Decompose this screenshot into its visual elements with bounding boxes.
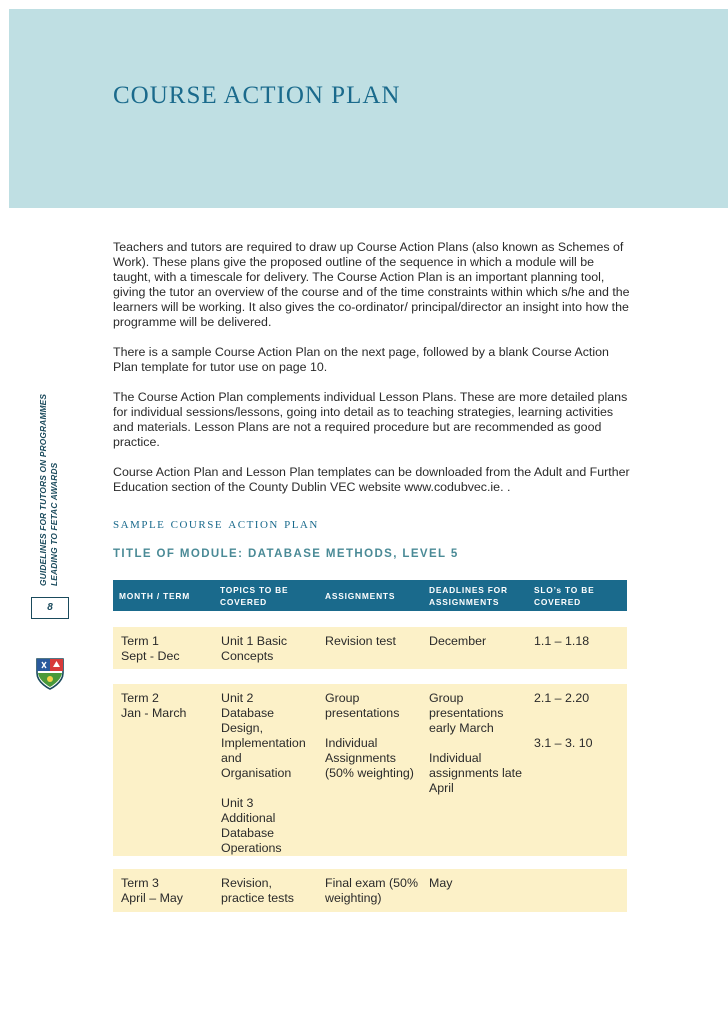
cell-month-term — [121, 634, 180, 664]
cell-line: Group — [325, 691, 360, 705]
cell-line — [325, 721, 414, 736]
cell-line — [534, 721, 593, 736]
cell-line: December — [429, 634, 487, 648]
cell-line: Additional — [221, 811, 276, 825]
header-topics: TOPICS TO BE COVERED — [220, 584, 289, 607]
cell-line: April – May — [121, 891, 183, 905]
cell-line: Revision test — [325, 634, 396, 648]
table-row — [113, 684, 627, 856]
cell-line: Unit 1 Basic — [221, 634, 288, 648]
cell-line: Individual — [429, 751, 482, 765]
cell-deadlines — [429, 691, 522, 796]
cell-line — [429, 736, 522, 751]
cell-line: Group — [429, 691, 464, 705]
cell-line: 3.1 – 3. 10 — [534, 736, 593, 750]
intro-paragraph-1: Teachers and tutors are required to draw up Course Action Plans (also known as Schemes of Work). These plans give the proposed outline of the sequence in which a module will be taught, with a timescale for delivery. The Course Action Plan is an important planning tool, giving the tutor an overview of the course and of the time constraints within which s/he and the learners will be working. It also gives the co-ordinator/ principal/director an insight into how the programme will be delivered. — [113, 240, 630, 329]
page-title: COURSE ACTION PLAN — [113, 82, 401, 109]
cell-line: Individual — [325, 736, 378, 750]
cell-line: Organisation — [221, 766, 292, 780]
cell-line: 2.1 – 2.20 — [534, 691, 590, 705]
cell-line: April — [429, 781, 454, 795]
cell-line: Design, — [221, 721, 264, 735]
header-deadlines: DEADLINES FOR ASSIGNMENTS — [429, 584, 508, 607]
cell-line: presentations — [325, 706, 400, 720]
running-header-vertical — [38, 394, 60, 586]
intro-text — [113, 240, 633, 510]
intro-paragraph-4: Course Action Plan and Lesson Plan templates can be downloaded from the Adult and Further Education section of the County Dublin VEC website www.codubvec.ie. . — [113, 465, 630, 494]
cell-line: Concepts — [221, 649, 274, 663]
table-row — [113, 869, 627, 912]
running-header-line-2: LEADING TO FETAC AWARDS — [49, 462, 59, 586]
cell-line: Unit 2 — [221, 691, 254, 705]
cell-line: assignments late — [429, 766, 522, 780]
cell-assignments — [325, 691, 414, 781]
header-slos: SLO’s TO BE COVERED — [534, 584, 595, 607]
cell-line: 1.1 – 1.18 — [534, 634, 590, 648]
table-header — [113, 580, 627, 611]
cell-line: Term 2 — [121, 691, 159, 705]
module-title: TITLE OF MODULE: DATABASE METHODS, LEVEL 5 — [113, 548, 459, 560]
cell-line: Operations — [221, 841, 282, 855]
cell-line: weighting) — [325, 891, 382, 905]
cell-line: Term 1 — [121, 634, 159, 648]
cell-month-term — [121, 876, 183, 906]
cell-topics — [221, 876, 294, 906]
cell-line — [534, 706, 593, 721]
cell-slos — [534, 691, 593, 751]
cell-topics — [221, 691, 306, 856]
page-number: 8 — [31, 597, 69, 619]
cell-line: practice tests — [221, 891, 294, 905]
cell-line: Assignments — [325, 751, 396, 765]
cell-line: Revision, — [221, 876, 272, 890]
header-assignments: ASSIGNMENTS — [325, 590, 396, 601]
cell-line: Database — [221, 826, 275, 840]
cell-slos — [534, 634, 589, 649]
cell-line: May — [429, 876, 453, 890]
intro-paragraph-3: The Course Action Plan complements individual Lesson Plans. These are more detailed plans for individual sessions/lessons, going into detail as to teaching strategies, learning activities and materials. Lesson Plans are not a required procedure but are recommended as good practice. — [113, 390, 628, 449]
cell-line: (50% weighting) — [325, 766, 414, 780]
cell-month-term — [121, 691, 186, 721]
cell-deadlines — [429, 876, 452, 891]
cell-line: Implementation — [221, 736, 306, 750]
intro-paragraph-2: There is a sample Course Action Plan on the next page, followed by a blank Course Action Plan template for tutor use on page 10. — [113, 345, 609, 374]
crest-logo-icon — [35, 657, 65, 691]
running-header-line-1: GUIDELINES FOR TUTORS ON PROGRAMMES — [38, 393, 48, 586]
cell-line: Final exam (50% — [325, 876, 418, 890]
cell-line: Jan - March — [121, 706, 187, 720]
cell-line: Sept - Dec — [121, 649, 180, 663]
header-month-term: MONTH / TERM — [119, 590, 191, 601]
cell-line — [221, 781, 306, 796]
cell-deadlines — [429, 634, 486, 649]
cell-topics — [221, 634, 287, 664]
cell-line: Term 3 — [121, 876, 159, 890]
table-row — [113, 627, 627, 669]
cell-line: early March — [429, 721, 494, 735]
cell-assignments — [325, 634, 396, 649]
cell-line: Unit 3 — [221, 796, 254, 810]
section-heading: sample course action plan — [113, 516, 319, 532]
cell-line: and — [221, 751, 242, 765]
cell-line: Database — [221, 706, 275, 720]
cell-assignments — [325, 876, 418, 906]
cell-line: presentations — [429, 706, 504, 720]
